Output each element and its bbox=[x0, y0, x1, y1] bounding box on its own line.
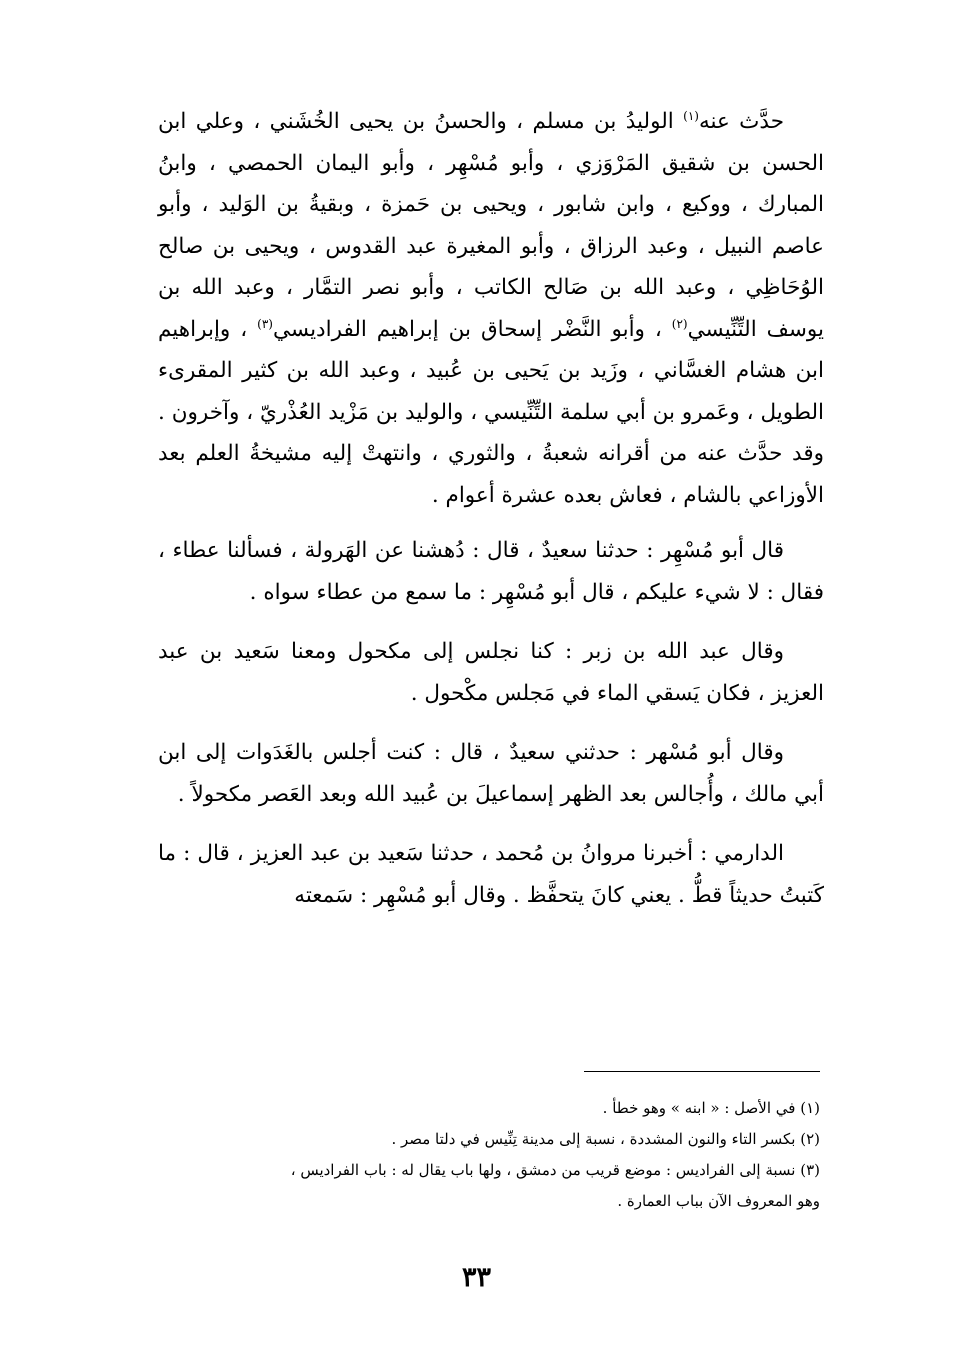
footnote-ref: (٢) bbox=[671, 316, 688, 331]
footnote: (٢) بكسر التاء والنون المشددة ، نسبة إلى مدينة تِنِّيس في دلتا مصر . bbox=[391, 1130, 820, 1148]
footnote-divider bbox=[584, 1071, 820, 1072]
footnote: (١) في الأصل : « ابنه » وهو خطأ . bbox=[602, 1099, 820, 1117]
paragraph: حدَّث عنه$^{(١)}$ الوليدُ بن مسلم ، والحسنُ بن يحيى الخُشَني ، وعلي ابن الحسن بن شقيق المَرْوَزي ، وأبو مُسْهِر ، وأبو اليمان الحمصي ، وابنُ المبارك ، ووكيع ، وابن شابور ، ويحيى بن حَمزة ، وبقيةُ بن الوَليد ، وأبو عاصم النبيل ، وعبد الرزاق ، وأبو المغيرة عبد القدوس ، ويحيى بن صالح الوُحَاظِي ، وعبد الله بن صَالح الكاتب ، وأبو نصر التمَّار ، وعبد الله بن يوسف التِّنِّيسي$^{(٢)}$ ، وأبو النَّضْر إسحاق بن إبراهيم الفراديسي$^{(٣)}$ ، وإبراهيم ابن هشام الغسَّاني ، وزَيد بن يَحيى بن عُبيد ، وعبد الله بن كثير المقرىء الطويل ، وعَمرو بن أبي سلمة التِّنِّيسي ، والوليد بن مَزْيد العُذْريّ ، وآخرون . وقد حدَّث عنه من أقرانه شعبةُ ، والثوري ، وانتهتْ إليه مشيخةُ العلم بعد الأوزاعي بالشام ، فعاش بعده عشرة أعوام . bbox=[158, 108, 824, 508]
paragraph: قال أبو مُسْهِر : حدثنا سعيدٌ ، قال : دُهشنا عن الهَرولة ، فسألنا عطاء ، فقال : لا شيء عليكم ، قال أبو مُسْهِر : ما سمع من عطاء سواه . bbox=[158, 538, 824, 605]
footnote: (٣) نسبة إلى الفراديس : موضع قريب من دمشق ، ولها باب يقال له : باب الفراديس ، bbox=[290, 1161, 820, 1179]
footnotes bbox=[140, 1093, 820, 1217]
footnote-ref: (١) bbox=[683, 108, 699, 123]
paragraph: الدارمي : أخبرنا مروانُ بن مُحمد ، حدثنا سَعيد بن عبد العزيز ، قال : ما كَتبتُ حديثاً قطُّ . يعني كانَ يتحفَّظ . وقال أبو مُسْهِر : سَمعته bbox=[158, 841, 824, 908]
paragraph: وقال عبد الله بن زبر : كنا نجلس إلى مكحول ومعنا سَعيد بن عبد العزيز ، فكان يَسقي الماء في مَجلس مكْحول . bbox=[158, 639, 824, 706]
footnote-continuation: وهو المعروف الآن بباب العمارة . bbox=[617, 1192, 820, 1210]
page-number: ٣٣ bbox=[461, 1262, 491, 1293]
footnote-ref: (٣) bbox=[257, 316, 273, 331]
main-text bbox=[158, 101, 824, 934]
paragraph: وقال أبو مُسْهر : حدثني سعيدٌ ، قال : كنت أجلس بالغَدَوات إلى ابن أبي مالك ، وأُجالس بعد الظهر إسماعيلَ بن عُبيد الله وبعد العَصر مكحولاً . bbox=[158, 740, 824, 807]
